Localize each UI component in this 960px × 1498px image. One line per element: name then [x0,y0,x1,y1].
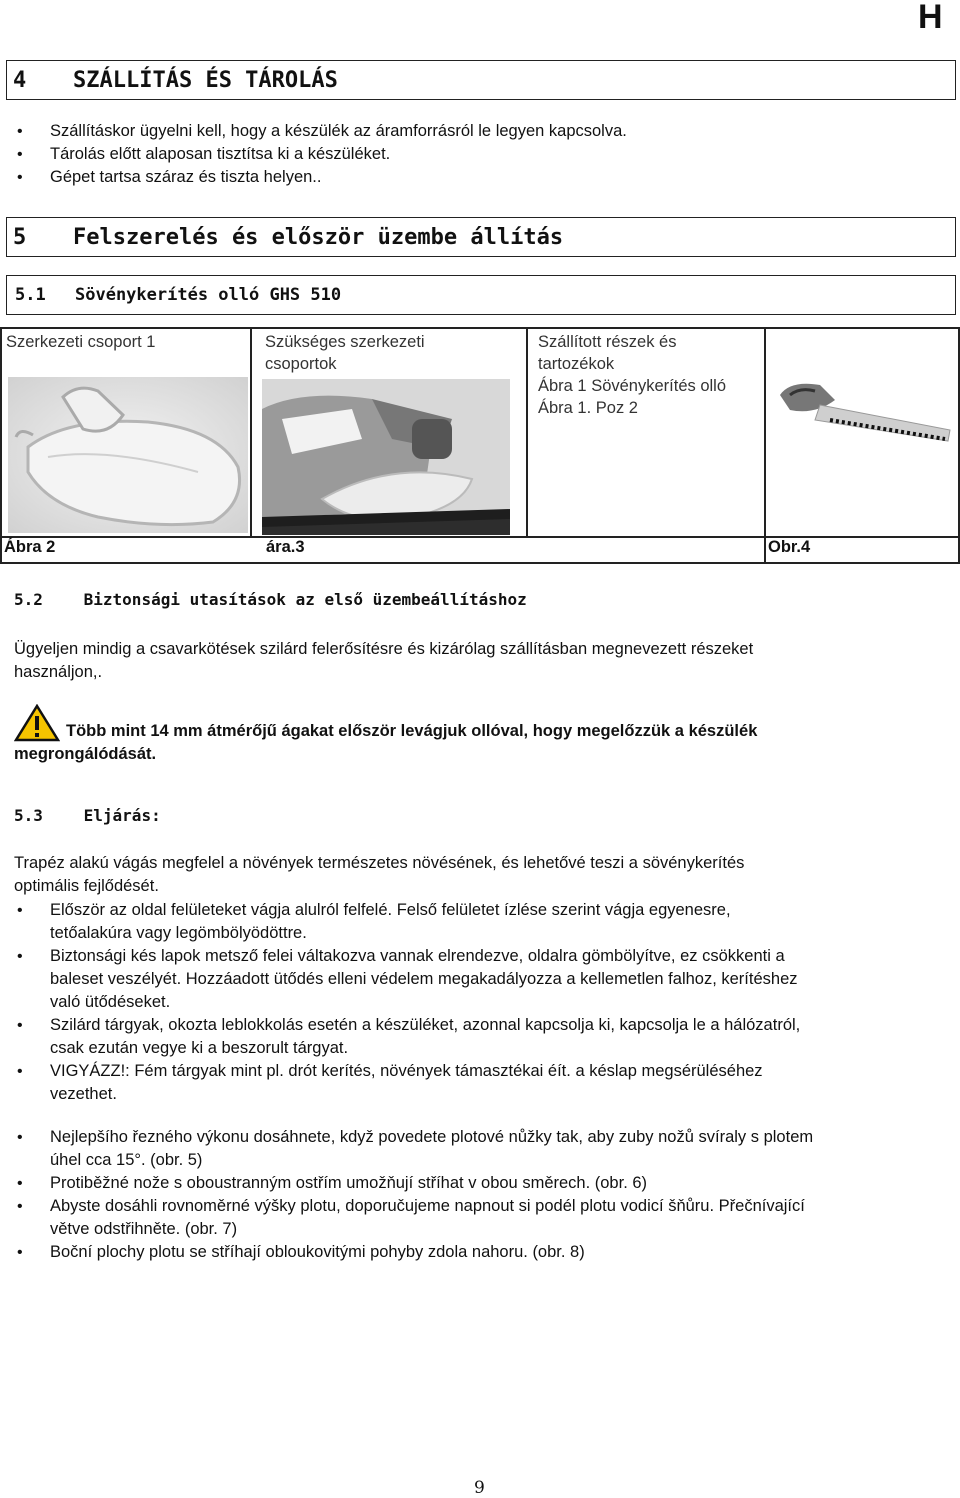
table-border [0,536,960,538]
parts-table [0,327,960,564]
table-border [958,327,960,563]
language-marker: H [918,0,943,36]
section-title: Sövénykerítés olló GHS 510 [75,285,342,305]
section-5-3-bullets-cz [14,1126,959,1264]
list-item: • Nejlepšího řezného výkonu dosáhnete, když povedete plotové nůžky tak, aby zuby nožů svíraly s plotem úhel cca 15°. (obr. 5) [14,1126,959,1172]
figure-caption-3: ára.3 [266,538,305,556]
list-item: • Protiběžné nože s oboustranným ostřím umožňují stříhat v obou směrech. (obr. 6) [14,1172,959,1195]
table-header-3: Szállított részek és tartozékok Ábra 1 Sövénykerítés olló Ábra 1. Poz 2 [538,333,727,417]
hedge-trimmer-photo [770,375,954,455]
table-border [250,327,252,537]
section-5-1-heading [6,275,956,315]
section-number: 5.2 [14,590,43,609]
figure-caption-2: Ábra 2 [4,538,56,556]
section-number: 4 [13,67,27,93]
table-header-2: Szükséges szerkezeti csoportok [265,333,425,373]
section-title: Biztonsági utasítások az első üzembeállításhoz [83,590,527,609]
list-item: • Boční plochy plotu se stříhají obloukovitými pohyby zdola nahoru. (obr. 8) [14,1241,959,1264]
section-number: 5 [13,224,27,250]
section-4-heading [6,60,956,100]
paragraph: Ügyeljen mindig a csavarkötések szilárd felerősítésre és kizárólag szállításban megnevezett részeket használjon,. [14,640,754,681]
blade-guard-photo [8,377,248,533]
table-header-1: Szerkezeti csoport 1 [6,333,156,351]
section-title: Eljárás: [83,806,161,825]
list-item: • Biztonsági kés lapok metsző felei váltakozva vannak elrendezve, oldalra gömbölyítve, ez csökkenti a baleset veszélyét. Hozzáadott ütődés elleni védelem megakadályozza a kellemetlen falhoz, kerítéshez való ütődéseket. [14,945,959,1014]
list-item: • VIGYÁZZ!: Fém tárgyak mint pl. drót kerítés, növények támasztékai éít. a késlap megsérüléséhez vezethet. [14,1060,959,1106]
section-title: Felszerelés és először üzembe állítás [73,224,564,250]
list-item: • Először az oldal felületeket vágja alulról felfelé. Felső felületet ízlése szerint vágja egyenesre, tetőalakúra vagy legömbölyödöttre. [14,899,959,945]
section-5-2-heading [14,590,527,609]
table-border [764,327,766,563]
list-item: • Tárolás előtt alaposan tisztítsa ki a készüléket. [14,143,627,166]
table-border [0,562,960,564]
section-number: 5.3 [14,806,43,825]
section-title: SZÁLLÍTÁS ÉS TÁROLÁS [73,67,338,93]
section-4-bullets [14,120,627,189]
list-item: • Abyste dosáhli rovnoměrné výšky plotu, doporučujeme napnout si podél plotu vodicí šňůru. Přečnívající větve odstřihněte. (obr. 7) [14,1195,959,1241]
paragraph: Trapéz alakú vágás megfelel a növények természetes növésének, és lehetővé teszi a sövénykerítés optimális fejlődését. [14,854,745,895]
table-border [0,327,960,329]
list-item: • Gépet tartsa száraz és tiszta helyen.. [14,166,627,189]
table-border [0,327,2,563]
section-5-heading [6,217,956,257]
warning-note: Több mint 14 mm átmérőjű ágakat először levágjuk ollóval, hogy megelőzzük a készülék megrongálódását. [14,704,944,766]
section-number: 5.1 [15,285,46,305]
page-number: 9 [474,1478,485,1498]
table-border [526,327,528,537]
warning-triangle-icon [14,704,60,742]
trimmer-closeup-photo [262,379,510,535]
section-5-3-heading [14,806,161,825]
figure-caption-4: Obr.4 [768,538,811,556]
section-5-3-bullets-hu [14,899,959,1106]
list-item: • Szilárd tárgyak, okozta leblokkolás esetén a készüléket, azonnal kapcsolja ki, kapcsolja le a hálózatról, csak ezután vegye ki a beszorult tárgyat. [14,1014,959,1060]
list-item: • Szállításkor ügyelni kell, hogy a készülék az áramforrásról le legyen kapcsolva. [14,120,627,143]
